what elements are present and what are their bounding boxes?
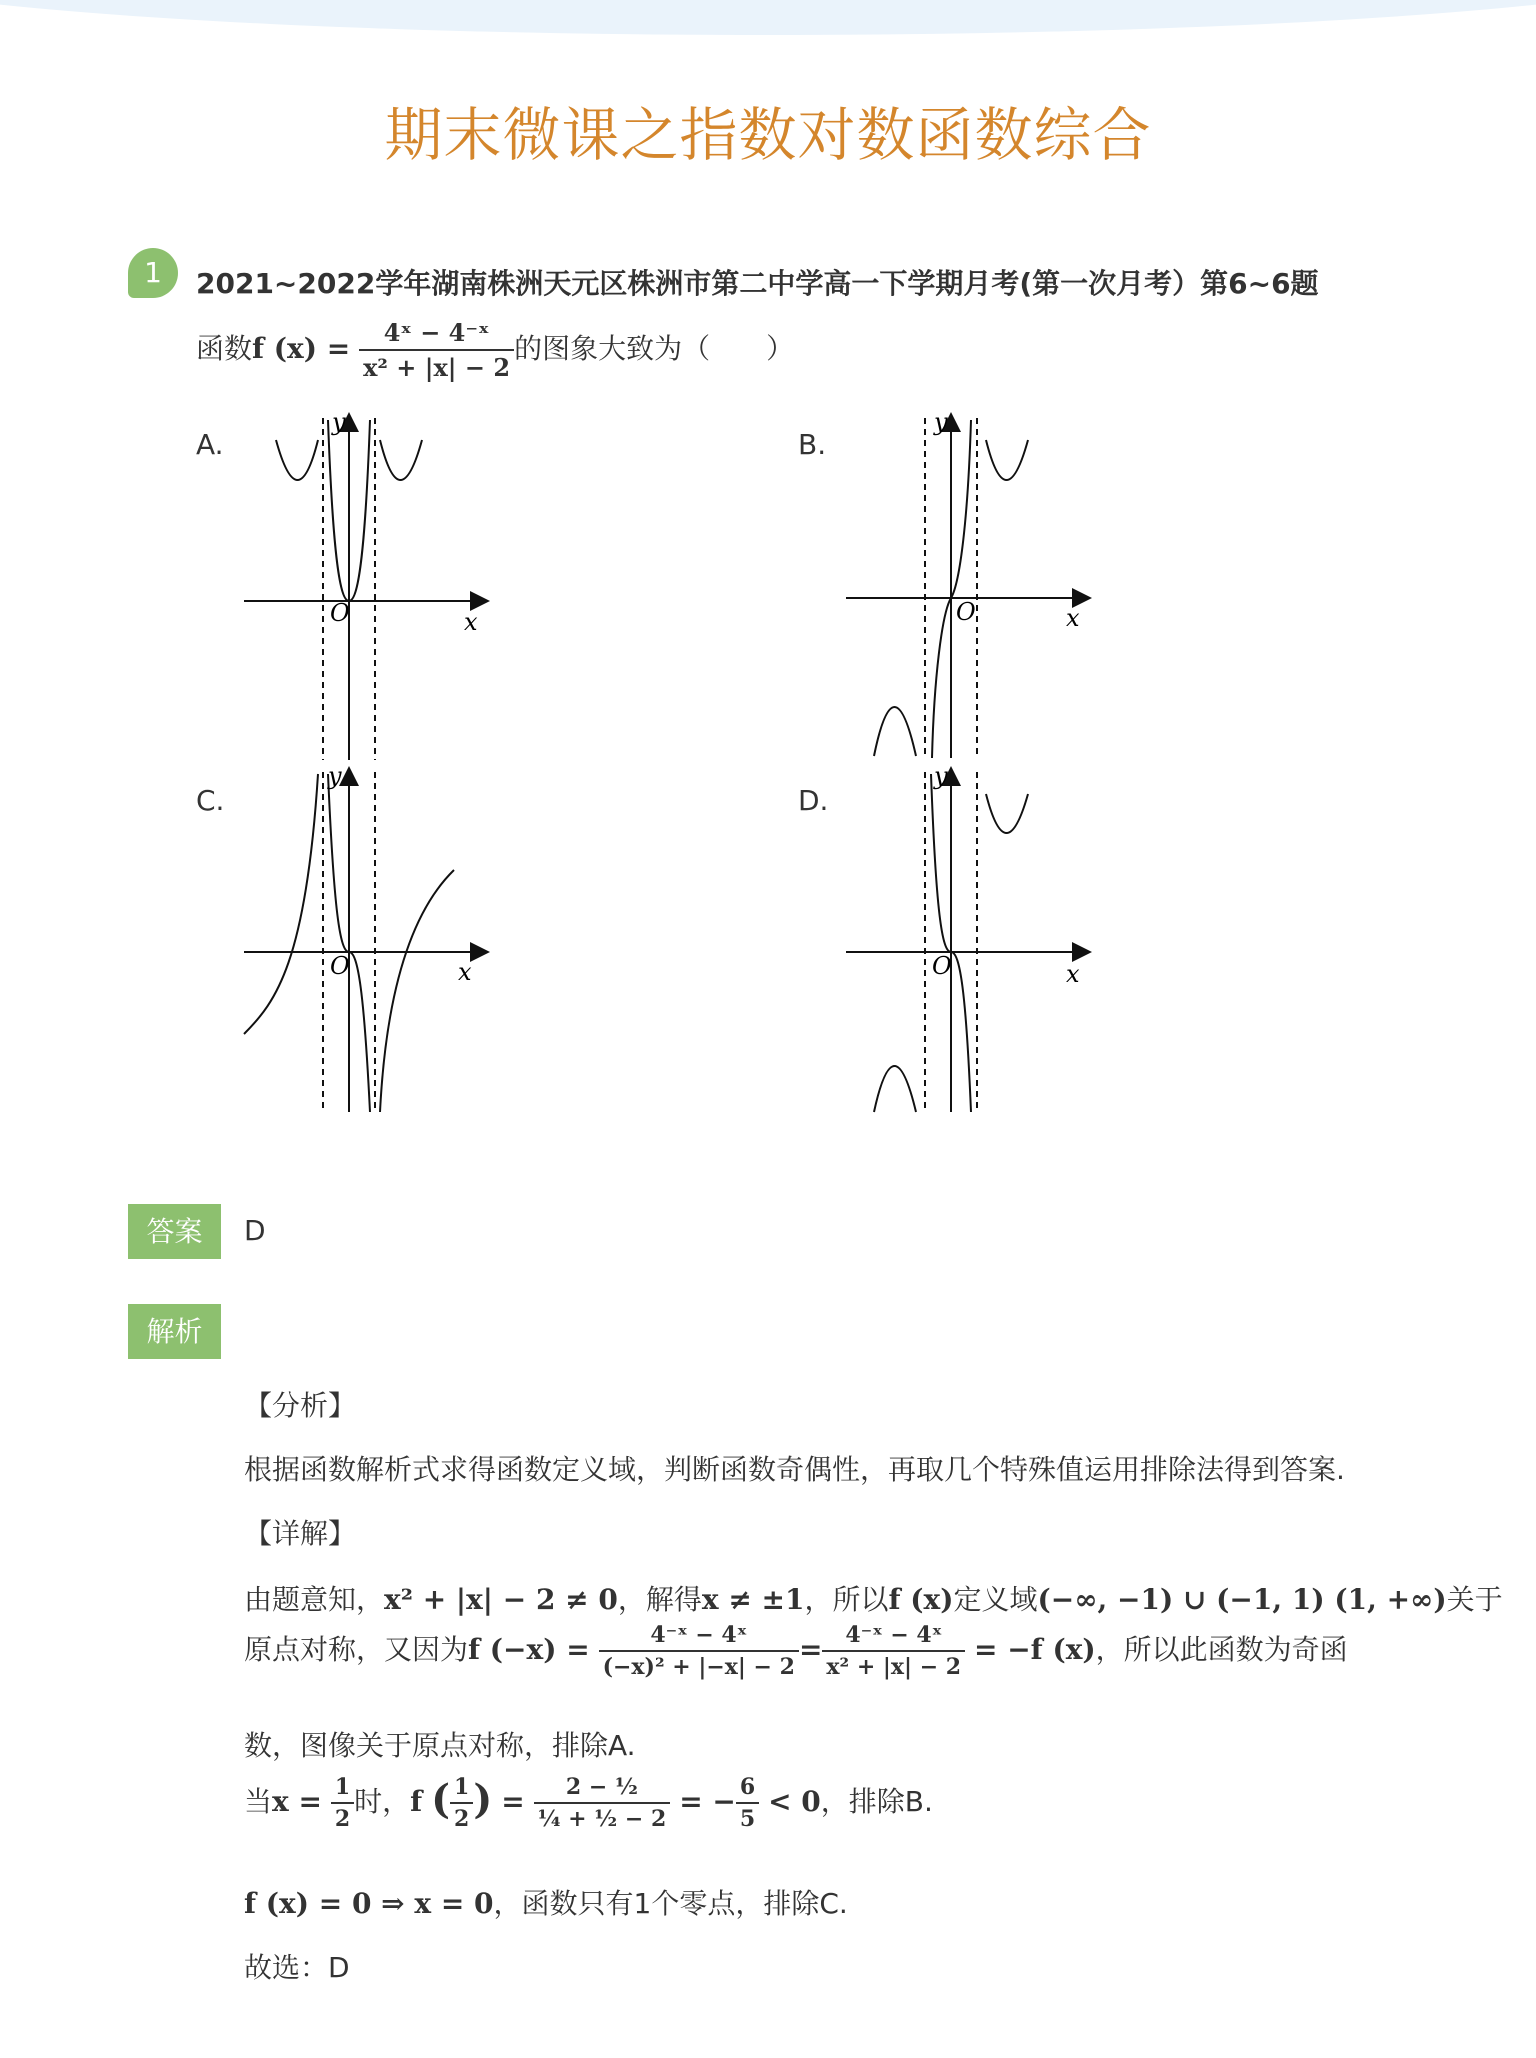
- text-segment: 原点对称，又因为: [244, 1633, 469, 1666]
- solution-conclusion: 故选：D: [244, 1951, 350, 1984]
- analysis-tag: 解析: [128, 1304, 221, 1359]
- question-source: 2021~2022学年湖南株洲天元区株洲市第二中学高一下学期月考(第一次月考）第6~6题: [196, 267, 1319, 300]
- fraction-numerator: 4⁻ˣ − 4ˣ: [599, 1622, 799, 1652]
- page-title: 期末微课之指数对数函数综合: [384, 101, 1152, 169]
- option-b-graph[interactable]: [838, 408, 1098, 768]
- math-segment: = −: [679, 1785, 736, 1818]
- option-d-x-label: x: [1066, 960, 1080, 988]
- question-stem: [196, 318, 794, 382]
- option-c-y-label: y: [328, 762, 342, 790]
- text-segment: 时，: [354, 1785, 411, 1818]
- math-segment: < 0: [768, 1785, 821, 1818]
- text-segment: 当: [244, 1785, 273, 1818]
- text-segment: ，函数只有1个零点，排除C.: [493, 1887, 848, 1920]
- text-segment: 定义域: [953, 1583, 1038, 1616]
- option-a-y-label: y: [332, 408, 346, 436]
- option-b-x-label: x: [1066, 604, 1080, 632]
- math-segment: = −f (x): [974, 1633, 1096, 1666]
- analysis-section-title: 【分析】: [244, 1389, 357, 1422]
- math-segment: x =: [272, 1785, 322, 1818]
- option-b-origin: O: [956, 598, 976, 626]
- math-segment: x² + |x| − 2 ≠ 0: [384, 1583, 618, 1616]
- math-segment: f (x) = 0 ⇒ x = 0: [244, 1887, 494, 1920]
- fraction: [331, 1774, 354, 1832]
- math-segment: f: [410, 1785, 423, 1818]
- solution-line-2: [244, 1622, 1348, 1680]
- math-segment: x ≠ ±1: [701, 1583, 805, 1616]
- stem-fraction: [359, 318, 514, 382]
- fraction: [450, 1774, 473, 1832]
- analysis-summary: 根据函数解析式求得函数定义域，判断函数奇偶性，再取几个特殊值运用排除法得到答案.: [244, 1453, 1345, 1486]
- math-segment: =: [501, 1785, 525, 1818]
- option-a-origin: O: [330, 599, 350, 627]
- text-segment: 由题意知，: [244, 1583, 385, 1616]
- option-d-graph[interactable]: [838, 762, 1098, 1122]
- fraction-denominator: x² + |x| − 2: [826, 1654, 962, 1680]
- detail-section-title: 【详解】: [244, 1517, 357, 1550]
- stem-denominator: x² + |x| − 2: [363, 353, 511, 382]
- option-b-y-label: y: [934, 408, 948, 436]
- fraction-denominator: 2: [454, 1806, 470, 1832]
- text-segment: 关于: [1446, 1583, 1503, 1616]
- fraction-numerator: 6: [736, 1774, 759, 1804]
- math-segment: =: [798, 1633, 823, 1666]
- option-c-x-label: x: [458, 958, 472, 986]
- fraction-numerator: 1: [450, 1774, 473, 1804]
- option-a-label[interactable]: A.: [196, 428, 224, 461]
- text-segment: ，排除B.: [820, 1785, 933, 1818]
- option-c-label[interactable]: C.: [196, 784, 225, 817]
- option-b-label[interactable]: B.: [798, 428, 827, 461]
- solution-line-4: [244, 1774, 933, 1832]
- fraction: [599, 1622, 799, 1680]
- answer-value: D: [244, 1214, 266, 1247]
- text-segment: ，解得: [617, 1583, 702, 1616]
- solution-line-3: 数，图像关于原点对称，排除A.: [244, 1729, 636, 1762]
- fraction: [534, 1774, 671, 1832]
- fraction-numerator: 1: [331, 1774, 354, 1804]
- text-segment: ，所以: [804, 1583, 889, 1616]
- fraction: [736, 1774, 759, 1832]
- header-decoration: [0, 0, 1536, 35]
- solution-line-1: [244, 1578, 1503, 1618]
- fraction-denominator: 5: [739, 1806, 756, 1832]
- option-c-graph[interactable]: [236, 762, 496, 1122]
- fraction-numerator: 4⁻ˣ − 4ˣ: [822, 1622, 965, 1652]
- option-a-x-label: x: [464, 608, 478, 636]
- option-d-label[interactable]: D.: [798, 784, 829, 817]
- fraction-denominator: ¼ + ½ − 2: [537, 1806, 667, 1832]
- math-segment: f (−x) =: [468, 1633, 590, 1666]
- paren-group: ( $\frac{1}{2}$ ): [431, 1774, 493, 1832]
- option-d-origin: O: [932, 952, 952, 980]
- fraction-denominator: (−x)² + |−x| − 2: [602, 1654, 795, 1680]
- fraction-denominator: 2: [334, 1806, 351, 1832]
- solution-line-5: [244, 1882, 848, 1922]
- math-segment: (−∞, −1) ∪ (−1, 1) (1, +∞): [1037, 1583, 1447, 1616]
- text-segment: ，所以此函数为奇函: [1095, 1633, 1348, 1666]
- fraction-numerator: 2 − ½: [534, 1774, 671, 1804]
- answer-tag: 答案: [128, 1204, 221, 1259]
- stem-prefix: 函数: [196, 332, 253, 365]
- stem-numerator: 4ˣ − 4⁻ˣ: [359, 318, 514, 351]
- math-segment: f (x): [888, 1583, 954, 1616]
- stem-fx: f (x) =: [252, 332, 351, 365]
- fraction: [822, 1622, 965, 1680]
- stem-suffix: 的图象大致为（ ）: [514, 332, 795, 365]
- option-d-y-label: y: [934, 762, 948, 790]
- option-c-origin: O: [330, 952, 350, 980]
- question-number-badge: 1: [128, 248, 178, 298]
- option-a-graph[interactable]: [236, 408, 496, 768]
